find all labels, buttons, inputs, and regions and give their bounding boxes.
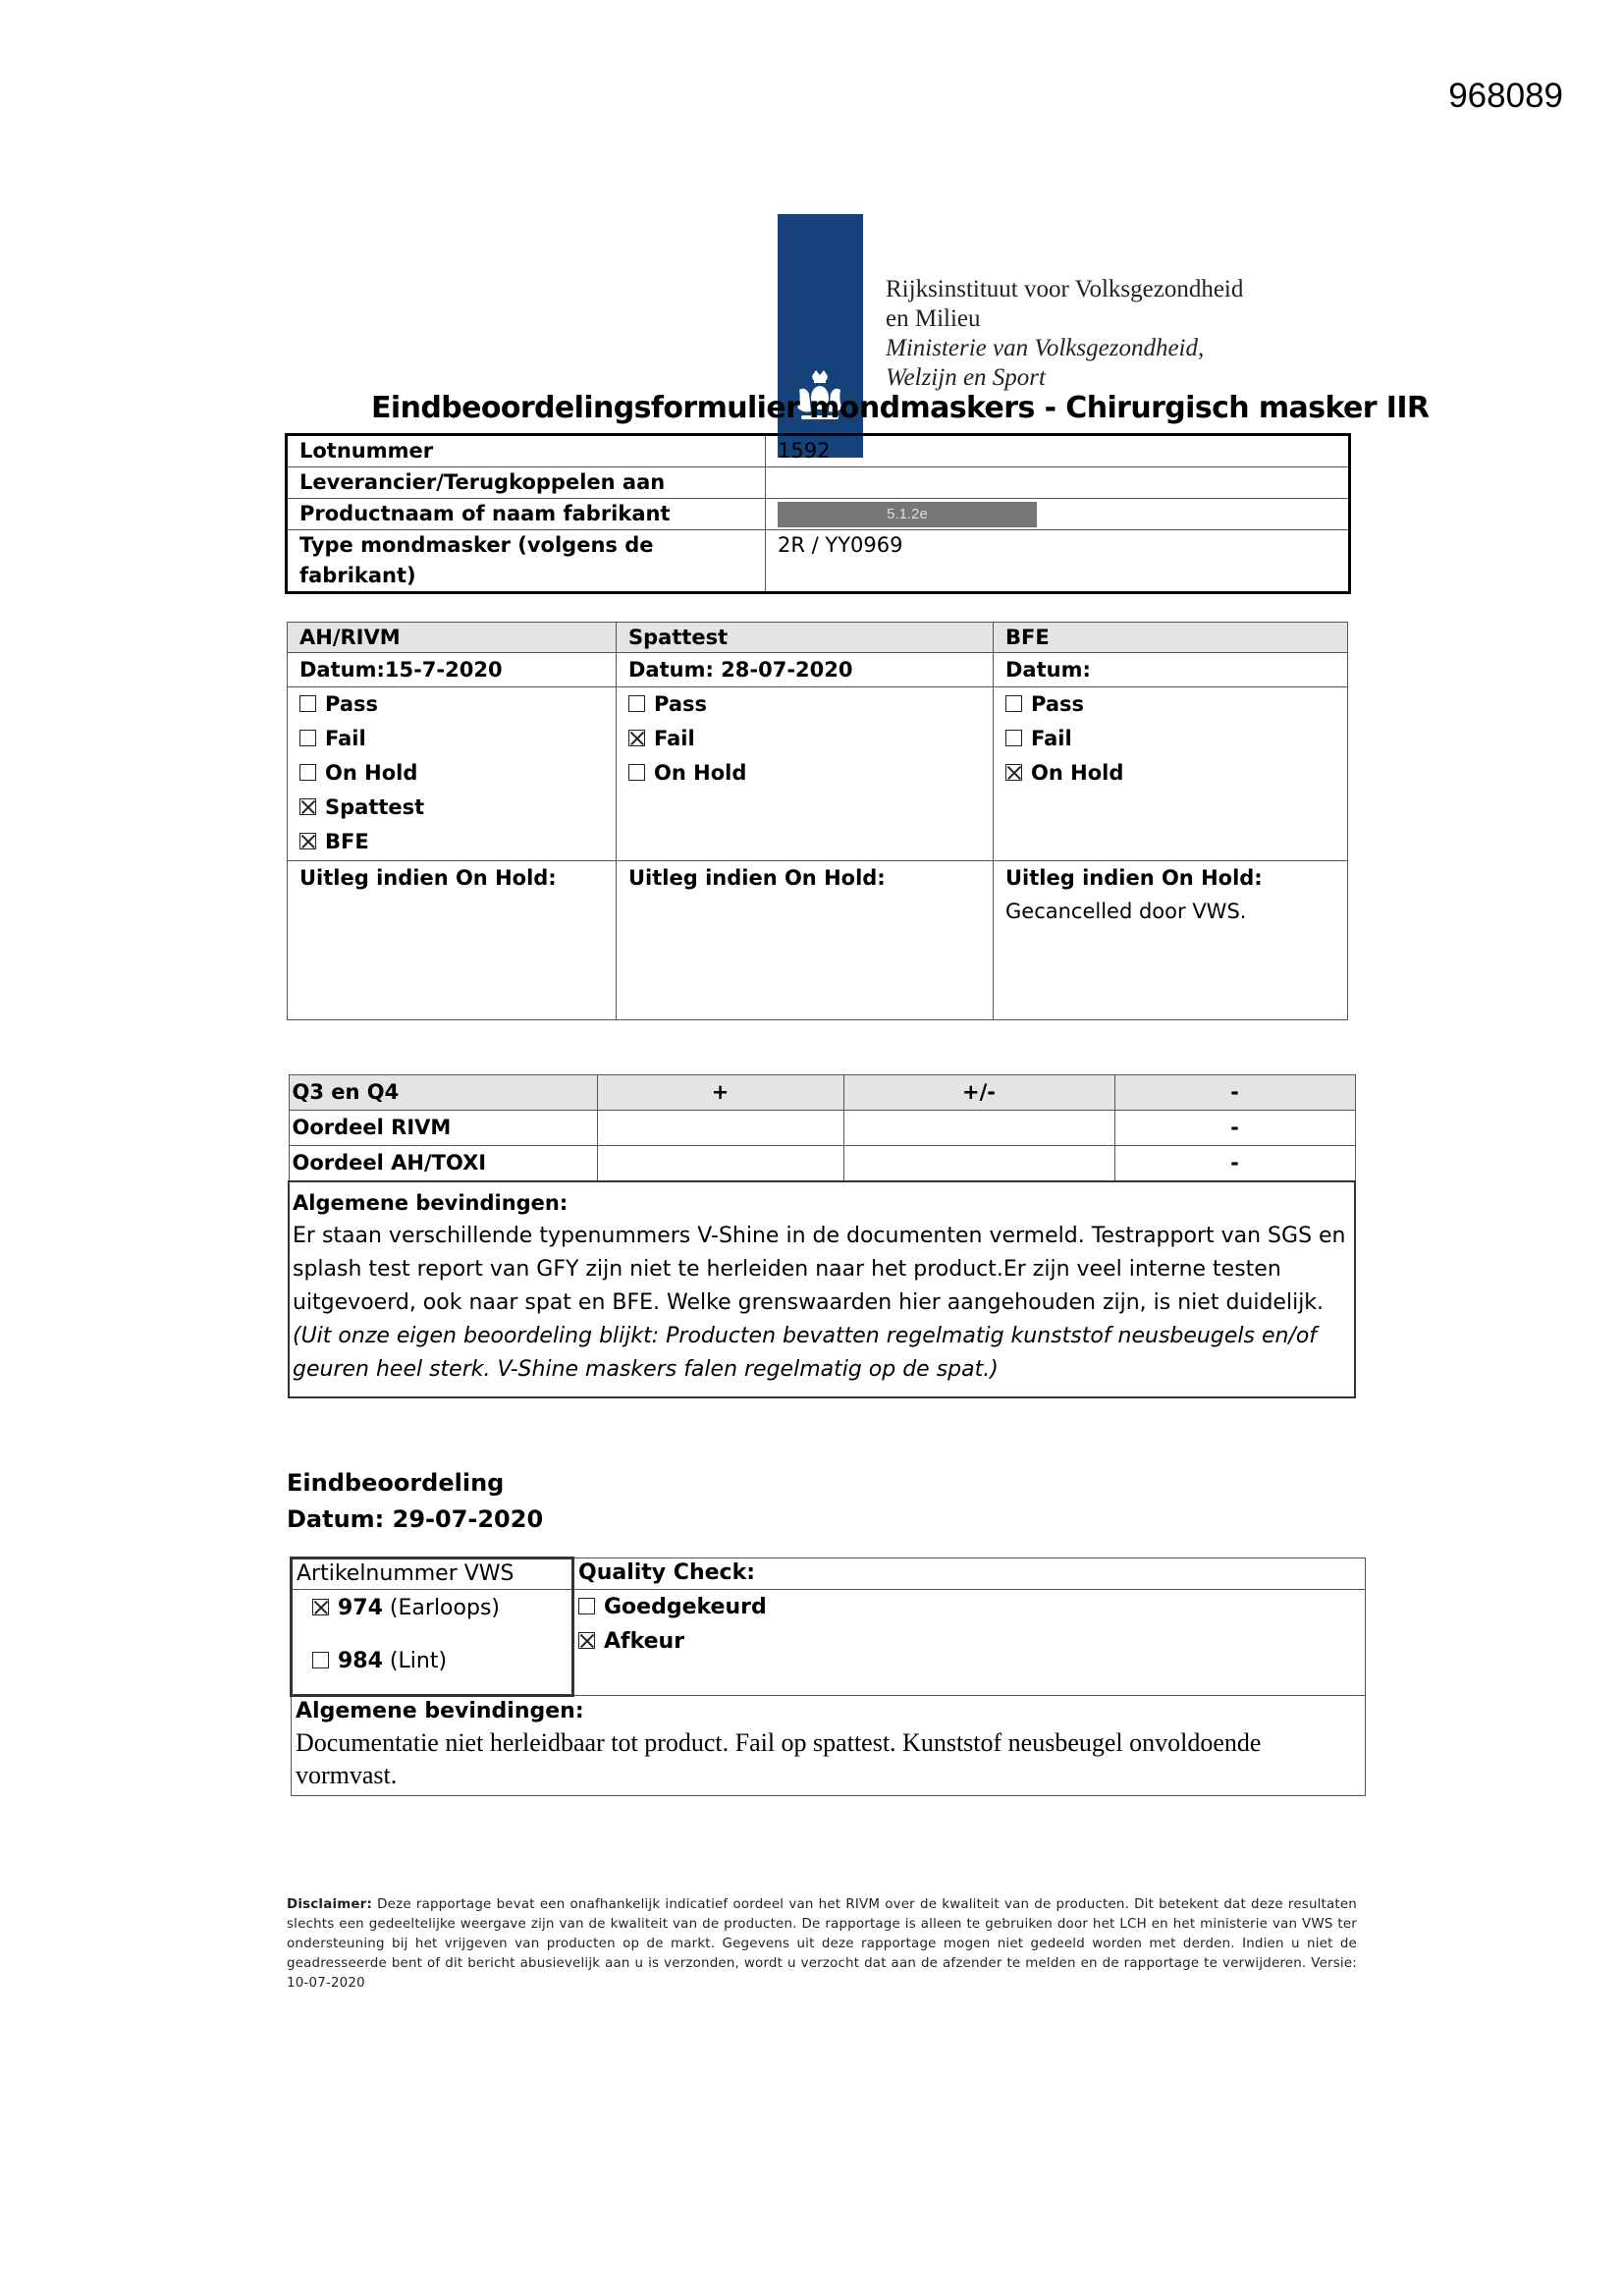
rating-plusminus <box>843 1111 1114 1146</box>
type-value: 2R / YY0969 <box>766 530 1350 593</box>
disclaimer-text: Deze rapportage bevat een onafhankelijk indicatief oordeel van het RIVM over de kwaliteit van de producten. Dit betekent dat deze resultaten slechts een gedeeltelijke weergave zijn van de kwaliteit van de producten. De rapportage is alleen te gebruiken door het LCH en het ministerie van VWS ter ondersteuning bij het vrijgeven van producten op de markt. Gegevens uit deze rapportage mogen niet gedeeld worden met derden. Indien u niet de geadresseerde bent of dit bericht abusievelijk aan u is verzonden, wordt u verzocht dat aan de afzender te melden en de rapportage te verwijderen. Versie: 10-07-2020 <box>287 1897 1357 1991</box>
hold-label: Uitleg indien On Hold: <box>1005 866 1263 890</box>
checkbox-icon <box>299 730 316 746</box>
final-header-row <box>292 1558 1366 1590</box>
final-findings <box>292 1696 1366 1796</box>
checkbox-option[interactable] <box>299 756 604 791</box>
organisation-name <box>886 275 1243 393</box>
rating-header-plusminus: +/- <box>843 1075 1114 1111</box>
rating-header-minus: - <box>1114 1075 1355 1111</box>
info-row-lot <box>287 435 1350 467</box>
findings-italic: (Uit onze eigen beoordeling blijkt: Producten bevatten regelmatig kunststof neusbeugels en/of geuren heel sterk. V-Shine maskers falen regelmatig op de spat.) <box>293 1324 1318 1382</box>
general-findings <box>289 1181 1355 1397</box>
qc-options <box>573 1590 1366 1696</box>
col-header-ah-rivm: AH/RIVM <box>288 623 617 653</box>
org-line-2: en Milieu <box>886 305 981 332</box>
option-label: BFE <box>325 830 369 853</box>
option-label: On Hold <box>654 761 747 785</box>
rating-label: Oordeel RIVM <box>289 1111 597 1146</box>
assessment-table <box>287 622 1348 1020</box>
findings-text <box>293 1220 1351 1387</box>
checkbox-icon <box>1005 695 1022 712</box>
checkbox-option[interactable] <box>1005 756 1335 791</box>
date-ah-rivm: Datum:15-7-2020 <box>288 653 617 687</box>
checkbox-icon <box>299 695 316 712</box>
checkbox-icon <box>1005 730 1022 746</box>
checkbox-icon <box>628 695 645 712</box>
info-row-product <box>287 499 1350 530</box>
options-ah-rivm <box>288 687 617 861</box>
article-label: Artikelnummer VWS <box>292 1558 573 1590</box>
rating-minus: - <box>1114 1146 1355 1182</box>
form-title: Eindbeoordelingsformulier mondmaskers - Chirurgisch masker IIR <box>371 391 1430 425</box>
checkbox-icon <box>312 1652 329 1668</box>
options-bfe <box>994 687 1348 861</box>
option-label: Spattest <box>325 795 425 819</box>
checkbox-option[interactable] <box>299 722 604 756</box>
article-options <box>292 1590 573 1696</box>
qc-option-label: Goedgekeurd <box>604 1595 767 1619</box>
checkbox-option[interactable] <box>299 825 604 859</box>
product-info-table <box>285 433 1351 594</box>
final-date: Datum: 29-07-2020 <box>287 1505 544 1533</box>
checkbox-icon <box>578 1598 595 1614</box>
final-heading: Eindbeoordeling <box>287 1469 505 1497</box>
qc-option-label: Afkeur <box>604 1629 685 1654</box>
disclaimer-label: Disclaimer: <box>287 1897 373 1912</box>
checkbox-option[interactable] <box>1005 722 1335 756</box>
checkbox-option[interactable] <box>1005 687 1335 722</box>
date-spattest: Datum: 28-07-2020 <box>617 653 994 687</box>
option-label: On Hold <box>325 761 418 785</box>
qc-option-rejected[interactable] <box>578 1624 1361 1659</box>
option-label: Pass <box>654 692 707 716</box>
col-header-bfe: BFE <box>994 623 1348 653</box>
article-number: 974 <box>338 1596 383 1620</box>
assessment-hold-row <box>288 861 1348 1020</box>
final-assessment-heading <box>287 1465 543 1538</box>
final-findings-text: Documentatie niet herleidbaar tot product. Fail op spattest. Kunststof neusbeugel onvoldoende vormvast. <box>296 1728 1262 1789</box>
option-label: Fail <box>1031 727 1072 750</box>
checkbox-icon <box>628 730 645 746</box>
article-option-984[interactable] <box>312 1643 568 1680</box>
option-label: Fail <box>325 727 366 750</box>
supplier-label: Leverancier/Terugkoppelen aan <box>287 467 766 499</box>
article-option-974[interactable] <box>312 1590 568 1627</box>
checkbox-option[interactable] <box>628 722 981 756</box>
article-number: 984 <box>338 1649 383 1673</box>
option-label: Pass <box>325 692 378 716</box>
qc-label: Quality Check: <box>573 1558 1366 1590</box>
rating-header-q3q4: Q3 en Q4 <box>289 1075 597 1111</box>
rating-label: Oordeel AH/TOXI <box>289 1146 597 1182</box>
org-line-4: Welzijn en Sport <box>886 364 1046 391</box>
hold-text: Gecancelled door VWS. <box>1005 900 1247 923</box>
rating-header-row <box>289 1075 1355 1111</box>
checkbox-icon <box>1005 764 1022 781</box>
checkbox-option[interactable] <box>628 687 981 722</box>
checkbox-icon <box>299 833 316 849</box>
org-line-3: Ministerie van Volksgezondheid, <box>886 335 1205 361</box>
product-label: Productnaam of naam fabrikant <box>287 499 766 530</box>
info-row-supplier <box>287 467 1350 499</box>
findings-label: Algemene bevindingen: <box>293 1191 568 1215</box>
option-label: On Hold <box>1031 761 1124 785</box>
checkbox-icon <box>299 798 316 815</box>
checkbox-option[interactable] <box>299 791 604 825</box>
lot-label: Lotnummer <box>287 435 766 467</box>
checkbox-icon <box>578 1632 595 1649</box>
qc-option-approved[interactable] <box>578 1590 1361 1624</box>
hold-bfe <box>994 861 1348 1020</box>
org-line-1: Rijksinstituut voor Volksgezondheid <box>886 276 1244 302</box>
lot-value: 1592 <box>766 435 1350 467</box>
rating-plusminus <box>843 1146 1114 1182</box>
rating-header-plus: + <box>597 1075 843 1111</box>
assessment-header-row <box>288 623 1348 653</box>
checkbox-option[interactable] <box>628 756 981 791</box>
final-options-row <box>292 1590 1366 1696</box>
final-findings-row <box>292 1696 1366 1796</box>
type-label: Type mondmasker (volgens de fabrikant) <box>287 530 766 593</box>
assessment-date-row <box>288 653 1348 687</box>
options-spattest <box>617 687 994 861</box>
checkbox-icon <box>312 1599 329 1615</box>
checkbox-option[interactable] <box>299 687 604 722</box>
rating-findings-row <box>289 1181 1355 1397</box>
article-desc: (Earloops) <box>382 1596 500 1620</box>
col-header-spattest: Spattest <box>617 623 994 653</box>
findings-main: Er staan verschillende typenummers V-Shine in de documenten vermeld. Testrapport van SGS en splash test report van GFY zijn niet te herleiden naar het product.Er zijn veel interne testen uitgevoerd, ook naar spat en BFE. Welke grenswaarden hier aangehouden zijn, is niet duidelijk. <box>293 1224 1346 1315</box>
rating-row-ah-toxi <box>289 1146 1355 1182</box>
date-bfe: Datum: <box>994 653 1348 687</box>
document-id: 968089 <box>1448 77 1563 115</box>
final-table <box>290 1557 1366 1796</box>
hold-label: Uitleg indien On Hold: <box>299 866 557 890</box>
rating-minus: - <box>1114 1111 1355 1146</box>
assessment-options-row <box>288 687 1348 861</box>
supplier-value <box>766 467 1350 499</box>
hold-label: Uitleg indien On Hold: <box>628 866 886 890</box>
checkbox-icon <box>628 764 645 781</box>
final-findings-label: Algemene bevindingen: <box>296 1699 584 1723</box>
product-value <box>766 499 1350 530</box>
disclaimer <box>287 1895 1357 1994</box>
rating-row-rivm <box>289 1111 1355 1146</box>
checkbox-icon <box>299 764 316 781</box>
redaction-bar: 5.1.2e <box>778 502 1037 527</box>
rating-plus <box>597 1146 843 1182</box>
rating-table <box>288 1074 1356 1398</box>
option-label: Pass <box>1031 692 1084 716</box>
hold-spattest <box>617 861 994 1020</box>
info-row-type <box>287 530 1350 593</box>
option-label: Fail <box>654 727 695 750</box>
article-desc: (Lint) <box>382 1649 448 1673</box>
rating-plus <box>597 1111 843 1146</box>
hold-ah-rivm <box>288 861 617 1020</box>
